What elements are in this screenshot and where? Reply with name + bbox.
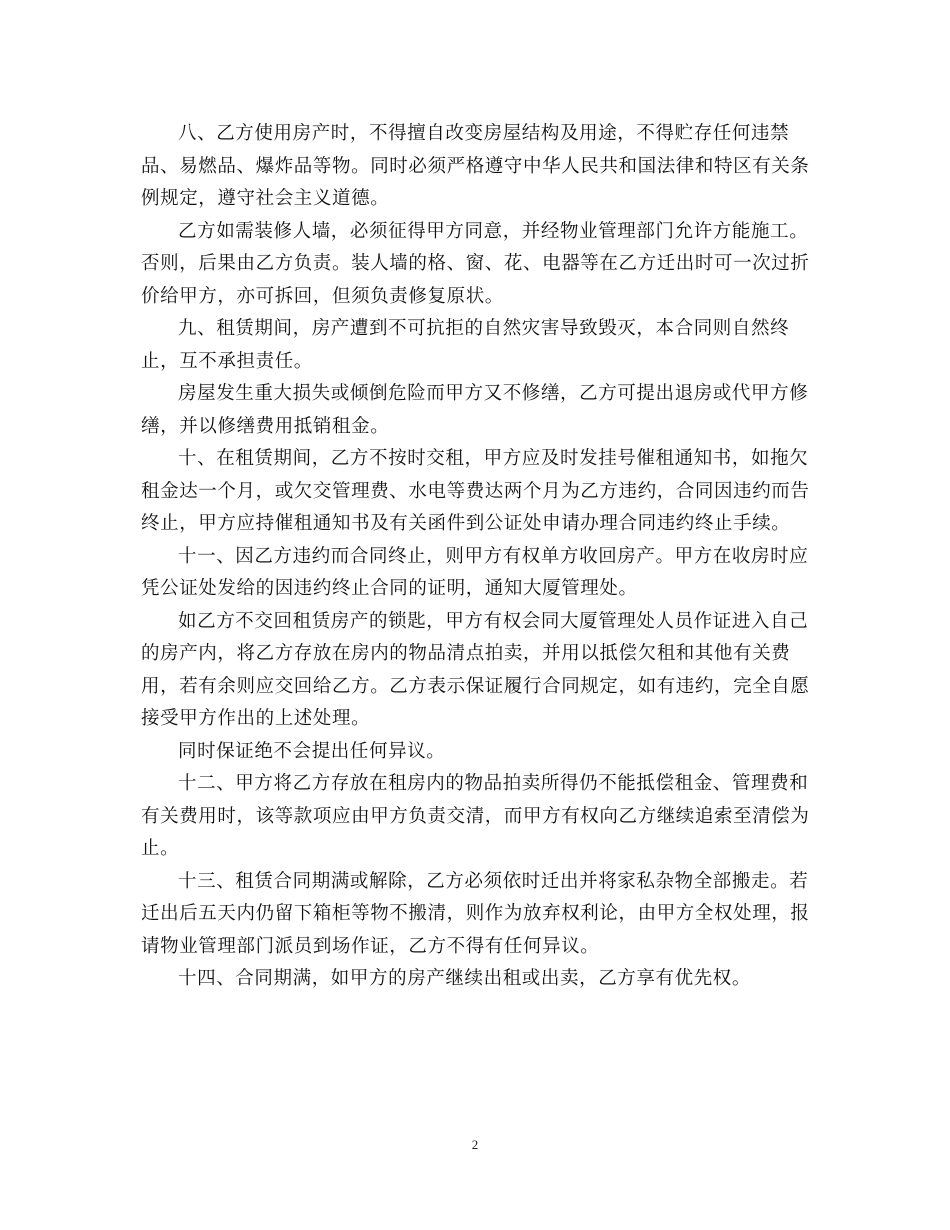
paragraph-clause-8 [141, 118, 810, 216]
text-line: 价给甲方，亦可拆回，但须负责修复原状。 [141, 285, 504, 307]
text-line: 缮，并以修缮费用抵销租金。 [141, 415, 390, 437]
text-line: 止，互不承担责任。 [141, 350, 313, 372]
text-line: 租金达一个月，或欠交管理费、水电等费达两个月为乙方违约，合同因违约而告 [141, 480, 810, 502]
paragraph-clause-13 [141, 866, 810, 964]
paragraph-clause-8-renovation [141, 216, 810, 314]
text-line: 如乙方不交回租赁房产的锁匙，甲方有权会同大厦管理处人员作证进入自己 [178, 610, 809, 632]
paragraph-clause-10 [141, 443, 810, 541]
text-line: 乙方如需装修人墙，必须征得甲方同意，并经物业管理部门允许方能施工。 [178, 220, 809, 242]
paragraph-clause-9 [141, 313, 806, 378]
paragraph-clause-12 [141, 768, 810, 866]
text-line: 九、租赁期间，房产遭到不可抗拒的自然灾害导致毁灭，本合同则自然终 [178, 318, 790, 339]
text-line: 凭公证处发给的因违约终止合同的证明，通知大厦管理处。 [141, 578, 638, 599]
text-line: 十四、合同期满，如甲方的房产继续出租或出卖，乙方享有优先权。 [178, 968, 752, 989]
text-line: 房屋发生重大损失或倾倒危险而甲方又不修缮，乙方可提出退房或代甲方修 [178, 383, 809, 404]
text-line: 终止，甲方应持催租通知书及有关函件到公证处申请办理合同违约终止手续。 [141, 513, 791, 534]
text-line: 十、在租赁期间，乙方不按时交租，甲方应及时发挂号催租通知书，如拖欠 [178, 448, 809, 469]
text-line: 十二、甲方将乙方存放在租房内的物品拍卖所得仍不能抵偿租金、管理费和 [178, 773, 809, 794]
page-number: 2 [471, 1137, 479, 1152]
text-line: 十三、租赁合同期满或解除，乙方必须依时迁出并将家私杂物全部搬走。若 [178, 870, 809, 892]
text-line: 接受甲方作出的上述处理。 [141, 708, 371, 729]
paragraph-clause-11-no-objection [141, 736, 806, 769]
paragraph-clause-11 [141, 541, 809, 606]
text-line: 有关费用时，该等款项应由甲方负责交清，而甲方有权向乙方继续追索至清偿为 [141, 805, 810, 827]
text-line: 否则，后果由乙方负责。装人墙的格、窗、花、电器等在乙方迁出时可一次过折 [141, 253, 810, 274]
text-line: 迁出后五天内仍留下箱柜等物不搬清，则作为放弃权利论，由甲方全权处理，报 [141, 903, 810, 924]
text-line: 用，若有余则应交回给乙方。乙方表示保证履行合同规定，如有违约，完全自愿 [141, 675, 810, 697]
text-line: 品、易燃品、爆炸品等物。同时必须严格遵守中华人民共和国法律和特区有关条 [141, 155, 810, 177]
text-line: 同时保证绝不会提出任何异议。 [178, 740, 446, 762]
document-body [141, 118, 810, 996]
text-line: 例规定，遵守社会主义道德。 [141, 188, 390, 209]
text-line: 八、乙方使用房产时，不得擅自改变房屋结构及用途，不得贮存任何违禁 [178, 123, 790, 144]
paragraph-clause-9-repair [141, 378, 809, 443]
paragraph-clause-14 [141, 963, 806, 996]
text-line: 请物业管理部门派员到场作证，乙方不得有任何异议。 [141, 935, 600, 957]
text-line: 十一、因乙方违约而合同终止，则甲方有权单方收回房产。甲方在收房时应 [178, 545, 809, 567]
text-line: 的房产内，将乙方存放在房内的物品清点拍卖，并用以抵偿欠租和其他有关费 [141, 643, 791, 664]
text-line: 止。 [141, 838, 180, 859]
paragraph-clause-11-keys [141, 606, 810, 736]
